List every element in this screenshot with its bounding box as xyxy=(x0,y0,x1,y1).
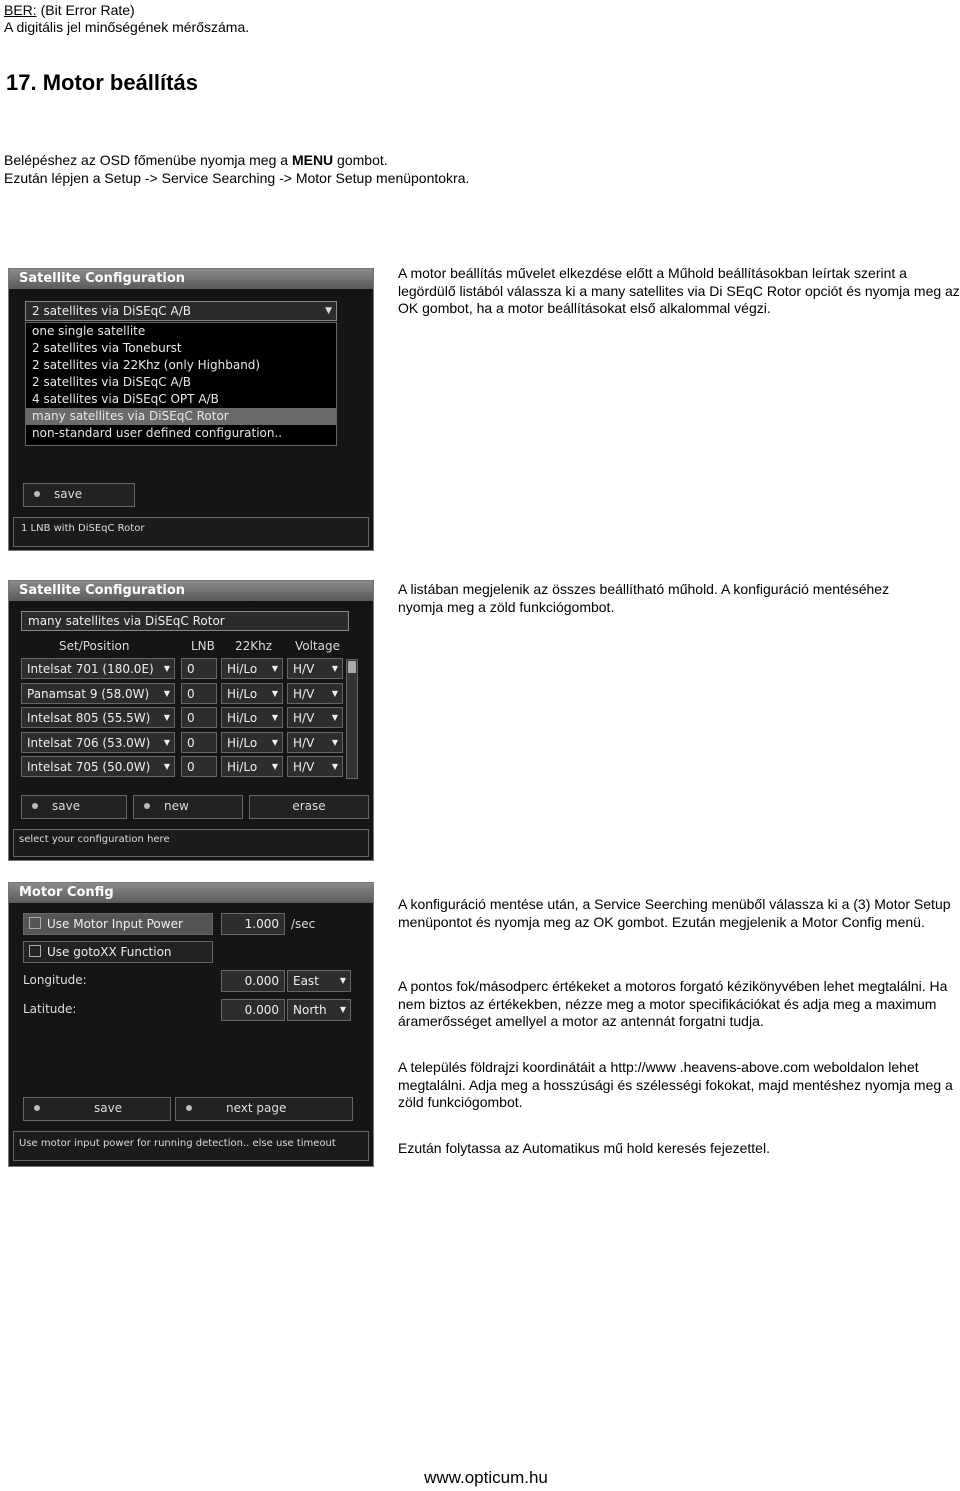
lnb-select-value: 0 xyxy=(187,687,195,701)
satellite-position-select-value: Panamsat 9 (58.0W) xyxy=(27,687,150,701)
paragraph-6: Ezután folytassa az Automatikus mű hold keresés fejezettel. xyxy=(398,1140,770,1156)
osd2-save-button[interactable] xyxy=(21,795,127,819)
chevron-down-icon: ▼ xyxy=(271,713,278,722)
osd2-status-text: select your configuration here xyxy=(19,834,170,845)
menu-keyword: MENU xyxy=(291,152,334,168)
ber-line xyxy=(4,2,135,19)
longitude-direction-select[interactable] xyxy=(287,970,351,992)
voltage-select[interactable] xyxy=(287,756,343,777)
chevron-down-icon: ▼ xyxy=(163,738,170,747)
voltage-select-value: H/V xyxy=(293,736,315,750)
bullet-icon xyxy=(34,1105,40,1111)
voltage-select[interactable] xyxy=(287,707,343,728)
satellite-config-option[interactable]: non-standard user defined configuration.. xyxy=(32,426,283,440)
khz-select[interactable] xyxy=(221,756,283,777)
satellite-position-select-value: Intelsat 706 (53.0W) xyxy=(27,736,151,750)
lnb-select-value: 0 xyxy=(187,736,195,750)
col-header-22khz: 22Khz xyxy=(235,639,273,653)
osd3-next-label: next page xyxy=(226,1101,287,1115)
satellite-position-select-value: Intelsat 805 (55.5W) xyxy=(27,711,151,725)
lnb-select[interactable] xyxy=(181,756,217,777)
osd1-title: Satellite Configuration xyxy=(9,269,373,289)
osd1-dropdown-value: 2 satellites via DiSEqC A/B xyxy=(32,304,191,318)
khz-select[interactable] xyxy=(221,732,283,753)
osd1-dropdown[interactable] xyxy=(25,301,337,321)
chevron-down-icon: ▼ xyxy=(331,762,338,771)
paragraph-2: A listában megjelenik az összes beállítható műhold. A konfiguráció mentéséhez nyomja meg a zöld funkciógombot. xyxy=(398,581,890,615)
voltage-select-value: H/V xyxy=(293,760,315,774)
col-header-voltage: Voltage xyxy=(295,639,341,653)
chevron-down-icon: ▼ xyxy=(325,306,332,316)
chevron-down-icon: ▼ xyxy=(331,689,338,698)
bullet-icon xyxy=(144,803,150,809)
paragraph-3: A konfiguráció mentése után, a Service Seerching menüből válassza ki a (3) Motor Setup menüpontot és nyomja meg az OK gombot. Ezután megjelenik a Motor Config menü. xyxy=(398,896,951,930)
chevron-down-icon: ▼ xyxy=(331,713,338,722)
paragraph-5: A település földrajzi koordinátáit a http://www .heavens-above.com weboldalon lehet megtalálni. Adja meg a hosszúsági és szélességi fokokat, majd mentéshez nyomja meg a zöld funkciógombot. xyxy=(398,1059,953,1110)
longitude-label: Longitude: xyxy=(23,973,87,987)
khz-select-value: Hi/Lo xyxy=(227,736,258,750)
intro-text-a: Belépéshez az OSD főmenübe nyomja meg a xyxy=(4,152,292,168)
satellite-config-option[interactable]: 2 satellites via Toneburst xyxy=(32,341,182,355)
chevron-down-icon: ▼ xyxy=(339,1005,346,1014)
latitude-field[interactable]: 0.000 xyxy=(221,999,285,1021)
satellite-config-option[interactable]: 4 satellites via DiSEqC OPT A/B xyxy=(32,392,219,406)
osd3-title: Motor Config xyxy=(9,883,373,903)
chevron-down-icon: ▼ xyxy=(271,738,278,747)
voltage-select-value: H/V xyxy=(293,687,315,701)
osd2-scrollbar[interactable] xyxy=(346,659,358,779)
chevron-down-icon: ▼ xyxy=(163,762,170,771)
satellite-config-option[interactable]: 2 satellites via DiSEqC A/B xyxy=(32,375,191,389)
use-motor-power-label: Use Motor Input Power xyxy=(47,917,183,931)
paragraph-1: A motor beállítás művelet elkezdése előtt a Műhold beállításokban leírtak szerint a legördülő listából válassza ki a many satellites via Di SEqC Rotor opciót és nyomja meg az OK gombot, ha a motor beállításokat első alkalommal végzi. xyxy=(398,265,960,316)
osd1-option-list xyxy=(25,322,337,446)
osd3-save-label: save xyxy=(94,1101,123,1115)
chevron-down-icon: ▼ xyxy=(271,664,278,673)
osd3-save-button[interactable] xyxy=(23,1097,171,1121)
section-title: 17. Motor beállítás xyxy=(6,70,198,95)
satellite-position-select[interactable] xyxy=(21,658,175,679)
satellite-position-select[interactable] xyxy=(21,683,175,704)
osd2-save-label: save xyxy=(52,799,81,813)
osd-satellite-config-table xyxy=(8,580,374,861)
osd2-erase-button[interactable] xyxy=(249,795,369,819)
osd2-dropdown[interactable] xyxy=(21,611,349,631)
osd1-status-text: 1 LNB with DiSEqC Rotor xyxy=(21,523,145,534)
power-unit: /sec xyxy=(291,917,316,931)
chevron-down-icon: ▼ xyxy=(163,664,170,673)
checkbox-icon xyxy=(29,945,41,957)
lnb-select[interactable] xyxy=(181,732,217,753)
intro-text-b: gombot. xyxy=(333,152,388,168)
khz-select-value: Hi/Lo xyxy=(227,687,258,701)
intro-line-1 xyxy=(4,152,388,169)
chevron-down-icon: ▼ xyxy=(271,762,278,771)
use-motor-power-checkbox[interactable] xyxy=(23,913,213,935)
osd1-save-label: save xyxy=(54,487,83,501)
satellite-position-select[interactable] xyxy=(21,756,175,777)
chevron-down-icon: ▼ xyxy=(331,738,338,747)
satellite-position-select[interactable] xyxy=(21,732,175,753)
khz-select[interactable] xyxy=(221,707,283,728)
use-goto-checkbox[interactable] xyxy=(23,941,213,963)
lnb-select-value: 0 xyxy=(187,711,195,725)
chevron-down-icon: ▼ xyxy=(163,713,170,722)
lnb-select[interactable] xyxy=(181,707,217,728)
longitude-field[interactable]: 0.000 xyxy=(221,970,285,992)
osd2-title: Satellite Configuration xyxy=(9,581,373,601)
footer-url[interactable]: www.opticum.hu xyxy=(424,1468,548,1487)
voltage-select-value: H/V xyxy=(293,711,315,725)
voltage-select[interactable] xyxy=(287,683,343,704)
lnb-select-value: 0 xyxy=(187,662,195,676)
power-value-field[interactable]: 1.000 xyxy=(221,913,285,935)
khz-select-value: Hi/Lo xyxy=(227,662,258,676)
lnb-select-value: 0 xyxy=(187,760,195,774)
khz-select-value: Hi/Lo xyxy=(227,760,258,774)
satellite-position-select[interactable] xyxy=(21,707,175,728)
use-goto-label: Use gotoXX Function xyxy=(47,945,172,959)
osd1-save-button[interactable] xyxy=(23,483,135,507)
longitude-dir-value: East xyxy=(293,974,319,988)
ber-title: (Bit Error Rate) xyxy=(36,2,135,18)
ber-description: A digitális jel minőségének mérőszáma. xyxy=(4,19,250,35)
col-header-position: Set/Position xyxy=(59,639,130,653)
khz-select-value: Hi/Lo xyxy=(227,711,258,725)
khz-select[interactable] xyxy=(221,683,283,704)
voltage-select[interactable] xyxy=(287,732,343,753)
bullet-icon xyxy=(186,1105,192,1111)
ber-link[interactable]: BER: xyxy=(4,2,37,18)
latitude-direction-select[interactable] xyxy=(287,999,351,1021)
voltage-select-value: H/V xyxy=(293,662,315,676)
latitude-dir-value: North xyxy=(293,1003,327,1017)
bullet-icon xyxy=(32,803,38,809)
osd2-new-button[interactable] xyxy=(133,795,243,819)
satellite-config-option[interactable]: one single satellite xyxy=(32,324,146,338)
satellite-config-option[interactable]: 2 satellites via 22Khz (only Highband) xyxy=(32,358,261,372)
bullet-icon xyxy=(34,491,40,497)
osd2-dropdown-value: many satellites via DiSEqC Rotor xyxy=(28,614,225,628)
chevron-down-icon: ▼ xyxy=(339,976,346,985)
paragraph-4: A pontos fok/másodperc értékeket a motoros forgató kézikönyvében lehet megtalálni. Ha nem biztos az értékekben, nézze meg a motor specifikációkat és adja meg a maximum áramerősséget amellyel a motor az antennát forgatni tudja. xyxy=(398,978,948,1029)
intro-line-2: Ezután lépjen a Setup -> Service Searching -> Motor Setup menüpontokra. xyxy=(4,170,470,186)
satellite-config-option[interactable]: many satellites via DiSEqC Rotor xyxy=(26,408,336,425)
osd2-new-label: new xyxy=(164,799,189,813)
checkbox-icon xyxy=(29,917,41,929)
col-header-lnb: LNB xyxy=(191,639,215,653)
scroll-thumb[interactable] xyxy=(348,661,356,673)
voltage-select[interactable] xyxy=(287,658,343,679)
satellite-position-select-value: Intelsat 705 (50.0W) xyxy=(27,760,151,774)
lnb-select[interactable] xyxy=(181,658,217,679)
latitude-label: Latitude: xyxy=(23,1002,77,1016)
osd3-status-text: Use motor input power for running detection.. else use timeout xyxy=(19,1138,336,1149)
osd2-erase-label: erase xyxy=(292,799,326,813)
khz-select[interactable] xyxy=(221,658,283,679)
osd-motor-config xyxy=(8,882,374,1167)
satellite-position-select-value: Intelsat 701 (180.0E) xyxy=(27,662,154,676)
osd-satellite-config-list xyxy=(8,268,374,551)
chevron-down-icon: ▼ xyxy=(331,664,338,673)
osd3-next-page-button[interactable] xyxy=(175,1097,353,1121)
lnb-select[interactable] xyxy=(181,683,217,704)
chevron-down-icon: ▼ xyxy=(271,689,278,698)
chevron-down-icon: ▼ xyxy=(163,689,170,698)
